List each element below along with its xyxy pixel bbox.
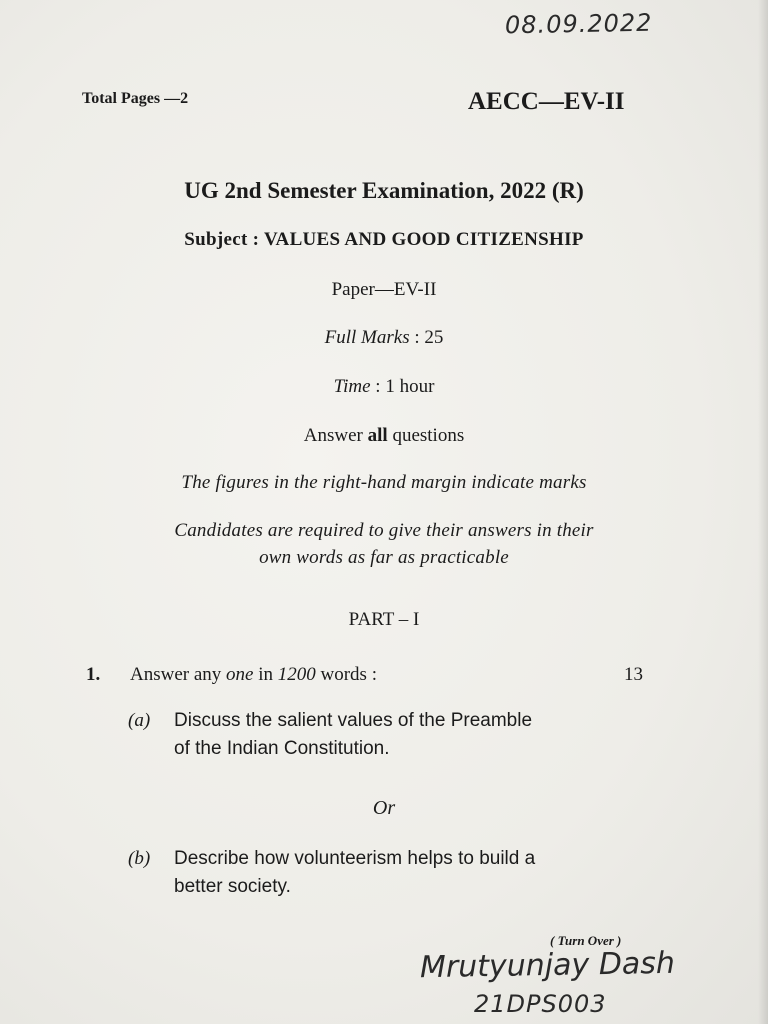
full-marks-value: : 25 — [414, 327, 444, 348]
question-text-one: one — [226, 664, 254, 685]
option-a-line2: of the Indian Constitution. — [174, 738, 390, 759]
handwritten-roll-number: 21DPS003 — [474, 990, 607, 1018]
handwritten-date: 08.09.2022 — [504, 8, 653, 40]
question-number: 1. — [86, 664, 101, 685]
exam-subject: Subject : VALUES AND GOOD CITIZENSHIP — [184, 229, 584, 250]
option-b-label: (b) — [128, 848, 151, 869]
paper-code: AECC—EV-II — [468, 88, 625, 115]
question-text-words-count: 1200 — [277, 664, 316, 685]
candidates-note-line1: Candidates are required to give their answers in their — [174, 520, 594, 541]
answer-suffix: questions — [392, 425, 465, 446]
question-text-prefix: Answer any — [130, 664, 222, 685]
question-marks: 13 — [624, 664, 643, 685]
question-text-suffix: words : — [320, 664, 377, 685]
margin-note: The figures in the right-hand margin indicate marks — [181, 472, 587, 493]
page-edge-shadow — [758, 0, 768, 1024]
time-value: : 1 hour — [375, 376, 435, 397]
option-b-line2: better society. — [174, 876, 291, 897]
exam-time — [0, 376, 768, 398]
answer-instruction — [0, 425, 768, 447]
answer-all: all — [367, 425, 388, 446]
question-text — [130, 664, 377, 686]
total-pages: Total Pages —2 — [82, 90, 189, 107]
handwritten-signature: Mrutyunjay Dash — [419, 945, 676, 986]
full-marks-label: Full Marks — [324, 327, 410, 348]
option-a-label: (a) — [128, 710, 151, 731]
candidates-note-line2: own words as far as practicable — [259, 547, 509, 568]
or-separator: Or — [372, 797, 396, 819]
full-marks — [0, 327, 768, 349]
option-a-line1: Discuss the salient values of the Preamble — [174, 710, 533, 731]
turn-over-note: ( Turn Over ) — [550, 933, 622, 948]
time-label: Time — [333, 376, 371, 397]
paper-name: Paper—EV-II — [331, 279, 437, 300]
question-text-in: in — [258, 664, 273, 685]
exam-title: UG 2nd Semester Examination, 2022 (R) — [184, 178, 584, 203]
part-heading: PART – I — [348, 609, 420, 630]
option-b-line1: Describe how volunteerism helps to build a — [174, 848, 536, 869]
answer-prefix: Answer — [303, 425, 363, 446]
